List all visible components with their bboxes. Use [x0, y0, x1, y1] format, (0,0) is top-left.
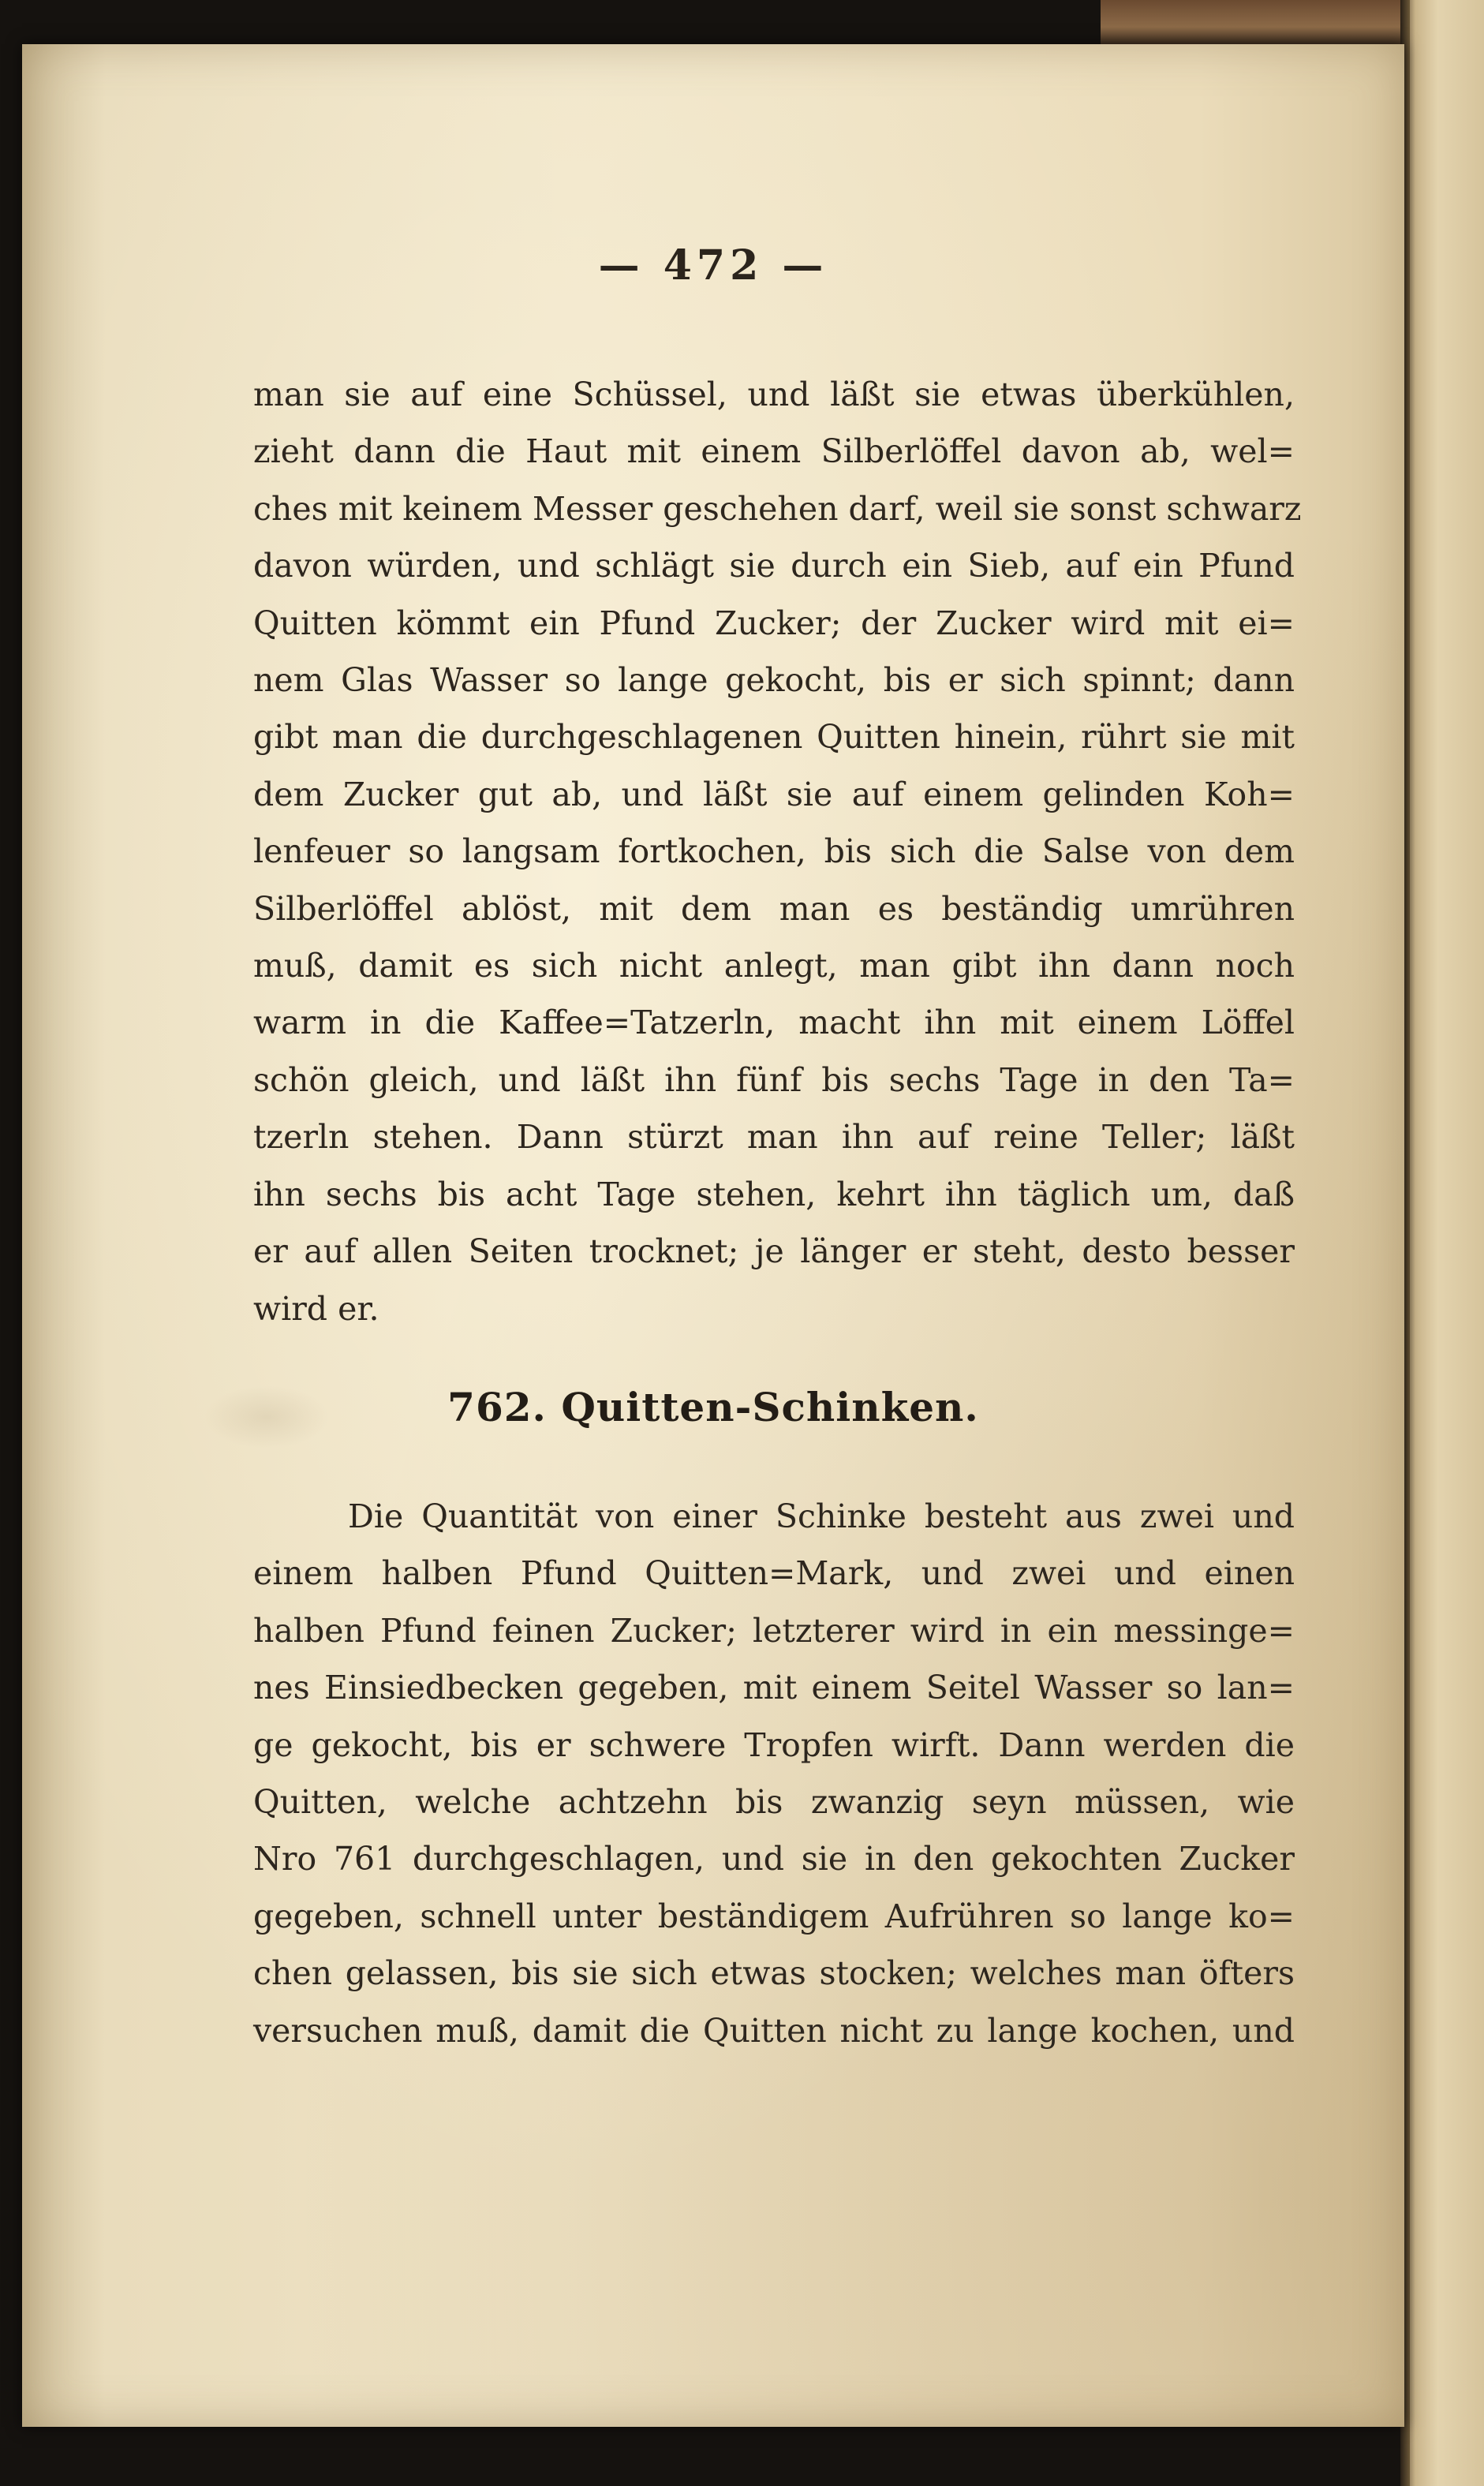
text-line: Die Quantität von einer Schinke besteht aus zwei und	[348, 1497, 1295, 1535]
text-line: Nro 761 durchgeschlagen, und sie in den gekochten Zucker	[253, 1840, 1295, 1879]
text-line: Quitten, welche achtzehn bis zwanzig seyn müssen, wie	[253, 1783, 1295, 1822]
text-line: chen gelassen, bis sie sich etwas stocken; welches man öfters	[253, 1954, 1295, 1993]
top-paragraph	[253, 366, 1302, 1337]
text-line: ches mit keinem Messer geschehen darf, weil sie sonst schwarz	[253, 489, 1302, 528]
text-line: lenfeuer so langsam fortkochen, bis sich die Salse von dem	[253, 832, 1295, 871]
text-line: muß, damit es sich nicht anlegt, man gibt ihn dann noch	[253, 947, 1295, 985]
text-line: Silberlöffel ablöst, mit dem man es beständig umrühren	[253, 889, 1295, 928]
text-line: dem Zucker gut ab, und läßt sie auf einem gelinden Koh=	[253, 775, 1295, 813]
text-line: nes Einsiedbecken gegeben, mit einem Seitel Wasser so lan=	[253, 1669, 1295, 1707]
text-line: tzerln stehen. Dann stürzt man ihn auf reine Teller; läßt	[253, 1118, 1295, 1157]
text-line: ge gekocht, bis er schwere Tropfen wirft. Dann werden die	[253, 1725, 1295, 1764]
text-line: einem halben Pfund Quitten=Mark, und zwei und einen	[253, 1554, 1295, 1593]
text-line: ihn sechs bis acht Tage stehen, kehrt ihn täglich um, daß	[253, 1175, 1295, 1213]
text-line: warm in die Kaffee=Tatzerln, macht ihn mit einem Löffel	[253, 1004, 1295, 1042]
page-number: — 472 —	[598, 241, 828, 290]
text-line: zieht dann die Haut mit einem Silberlöffel davon ab, wel=	[253, 432, 1295, 471]
text-line: versuchen muß, damit die Quitten nicht zu lange kochen, und	[253, 2011, 1295, 2050]
recipe-heading: 762. Quitten-Schinken.	[447, 1384, 979, 1430]
text-line: schön gleich, und läßt ihn fünf bis sechs Tage in den Ta=	[253, 1060, 1295, 1099]
book-page	[22, 44, 1404, 2427]
text-line: man sie auf eine Schüssel, und läßt sie etwas überkühlen,	[253, 376, 1295, 413]
text-line: Quitten kömmt ein Pfund Zucker; der Zucker wird mit ei=	[253, 604, 1295, 642]
text-line: gegeben, schnell unter beständigem Aufrühren so lange ko=	[253, 1897, 1295, 1935]
bottom-paragraph	[253, 1488, 1295, 2059]
book-cover-edge	[1101, 0, 1416, 49]
text-line: er auf allen Seiten trocknet; je länger er steht, desto besser	[253, 1232, 1295, 1271]
text-line: nem Glas Wasser so lange gekocht, bis er sich spinnt; dann	[253, 661, 1295, 700]
text-line: wird er.	[253, 1289, 379, 1328]
text-line: halben Pfund feinen Zucker; letzterer wird in ein messinge=	[253, 1611, 1295, 1650]
next-page-edge	[1400, 0, 1484, 2486]
text-line: gibt man die durchgeschlagenen Quitten hinein, rührt sie mit	[253, 718, 1295, 757]
text-line: davon würden, und schlägt sie durch ein Sieb, auf ein Pfund	[253, 547, 1295, 585]
